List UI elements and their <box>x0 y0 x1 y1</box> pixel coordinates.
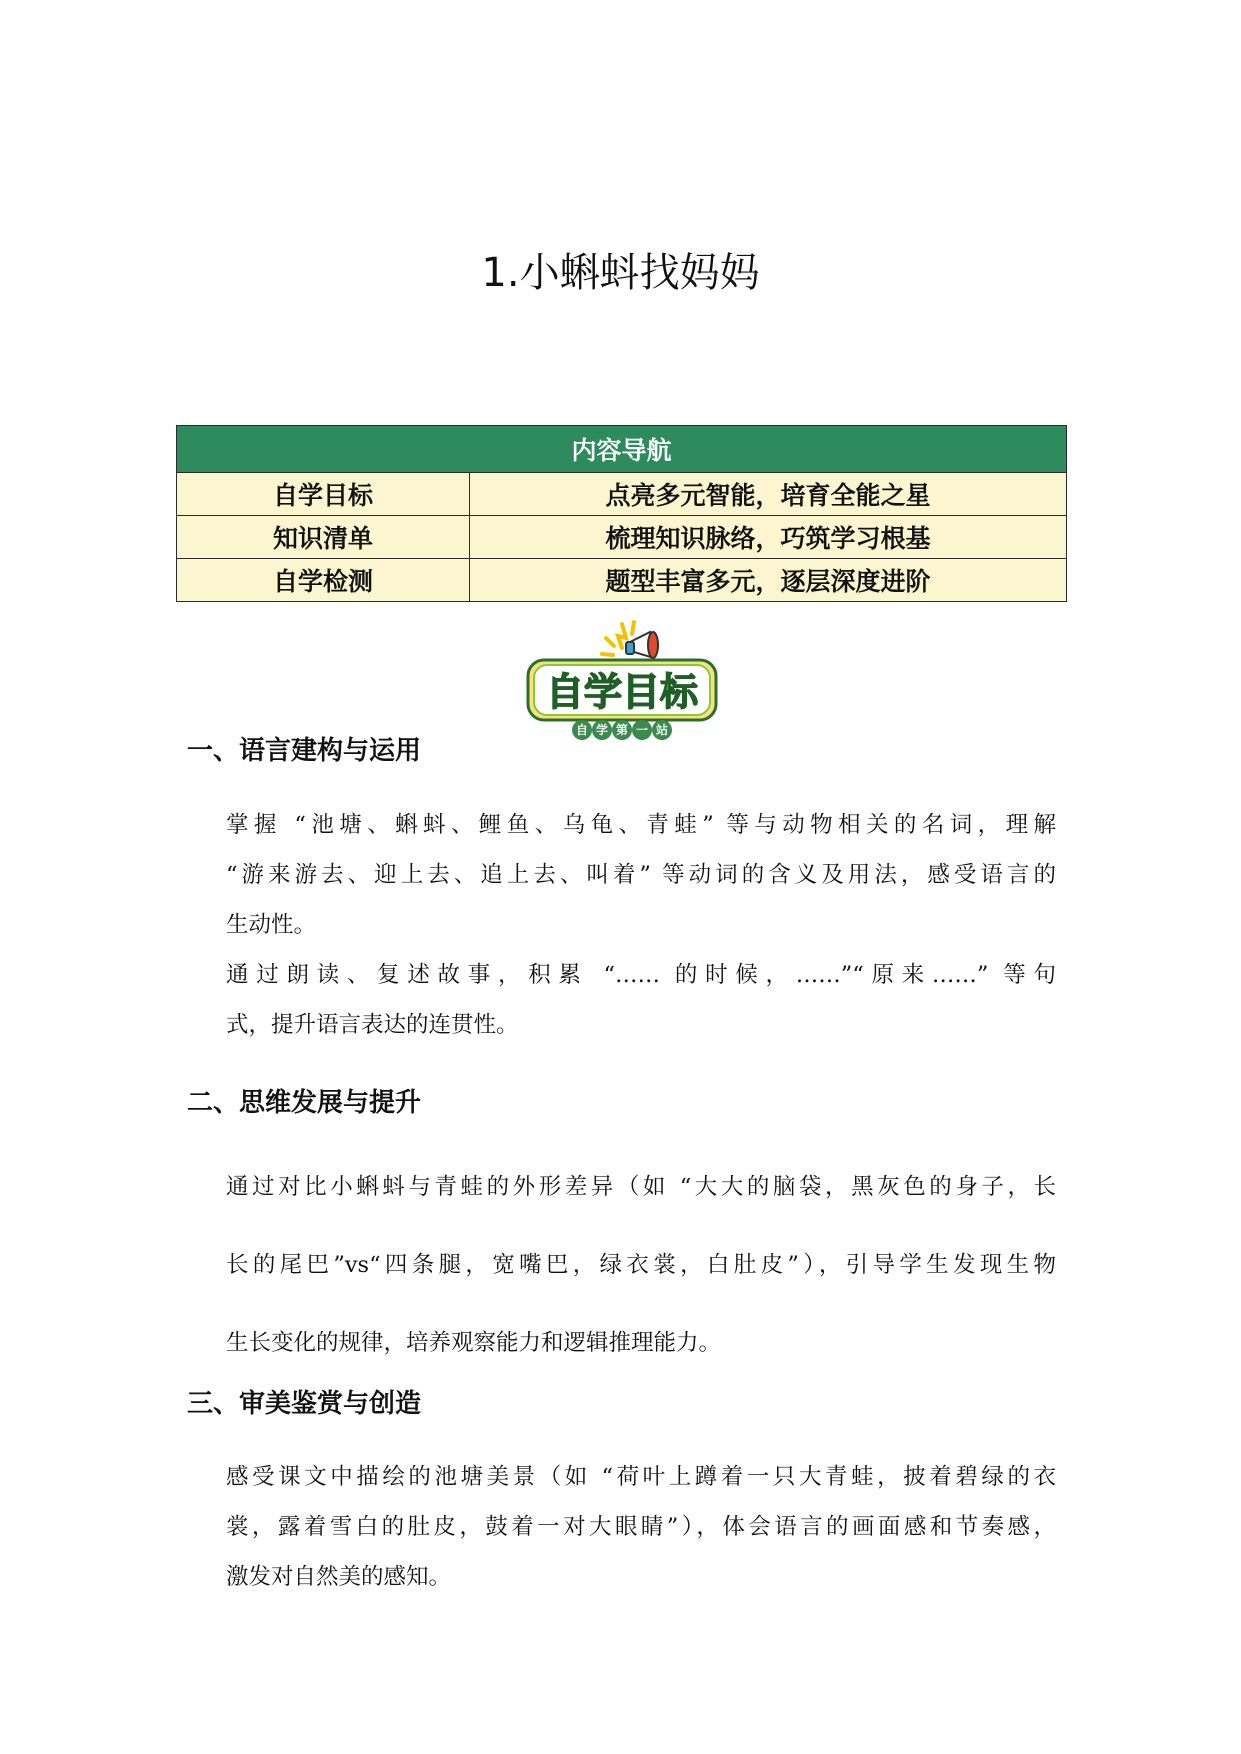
body-line: 式，提升语言表达的连贯性。 <box>226 1012 519 1038</box>
badge-sub-char: 自 <box>575 723 589 737</box>
section-body <box>226 1148 1056 1382</box>
content-nav-table <box>176 425 1067 602</box>
badge-sub-char: 一 <box>635 723 649 737</box>
nav-row-desc: 题型丰富多元，逐层深度进阶 <box>470 559 1067 602</box>
section-body <box>226 1452 1056 1602</box>
body-line: 感受课文中描绘的池塘美景（如 “荷叶上蹲着一只大青蛙，披着碧绿的衣 <box>226 1464 1056 1490</box>
nav-row-desc: 梳理知识脉络，巧筑学习根基 <box>470 516 1067 559</box>
badge-sub-char: 站 <box>655 723 669 737</box>
nav-row <box>177 559 1067 602</box>
nav-header: 内容导航 <box>177 426 1067 473</box>
page-title: 1.小蝌蚪找妈妈 <box>481 250 760 296</box>
body-line: 通过对比小蝌蚪与青蛙的外形差异（如 “大大的脑袋，黑灰色的身子，长 <box>226 1174 1056 1200</box>
megaphone-icon <box>626 632 658 658</box>
section-body <box>226 800 1056 1050</box>
body-line: 通过朗读、复述故事，积累 “…… 的时候，……”“原来……” 等句 <box>226 962 1056 988</box>
body-line: 长的尾巴”vs“四条腿，宽嘴巴，绿衣裳，白肚皮”），引导学生发现生物 <box>226 1252 1056 1278</box>
body-line: 激发对自然美的感知。 <box>226 1564 452 1590</box>
nav-row-desc: 点亮多元智能，培育全能之星 <box>470 473 1067 516</box>
nav-row-name: 自学目标 <box>177 473 470 516</box>
badge-main-text: 自学目标 <box>545 670 699 714</box>
body-line: 生动性。 <box>226 912 317 938</box>
section-heading: 三、审美鉴赏与创造 <box>187 1389 422 1419</box>
body-line: “游来游去、迎上去、追上去、叫着” 等动词的含义及用法，感受语言的 <box>226 862 1056 888</box>
nav-row-name: 知识清单 <box>177 516 470 559</box>
badge-sub-char: 学 <box>595 723 609 737</box>
section-heading: 一、语言建构与运用 <box>187 736 422 766</box>
nav-row-name: 自学检测 <box>177 559 470 602</box>
section-heading: 二、思维发展与提升 <box>187 1088 422 1118</box>
badge-sub-char: 第 <box>615 723 629 737</box>
nav-row <box>177 473 1067 516</box>
body-line: 裳，露着雪白的肚皮，鼓着一对大眼睛”），体会语言的画面感和节奏感， <box>226 1514 1056 1540</box>
body-line: 生长变化的规律，培养观察能力和逻辑推理能力。 <box>226 1330 722 1356</box>
self-study-goal-badge <box>522 618 722 743</box>
body-line: 掌握 “池塘、蝌蚪、鲤鱼、乌龟、青蛙” 等与动物相关的名词，理解 <box>226 812 1056 838</box>
nav-row <box>177 516 1067 559</box>
